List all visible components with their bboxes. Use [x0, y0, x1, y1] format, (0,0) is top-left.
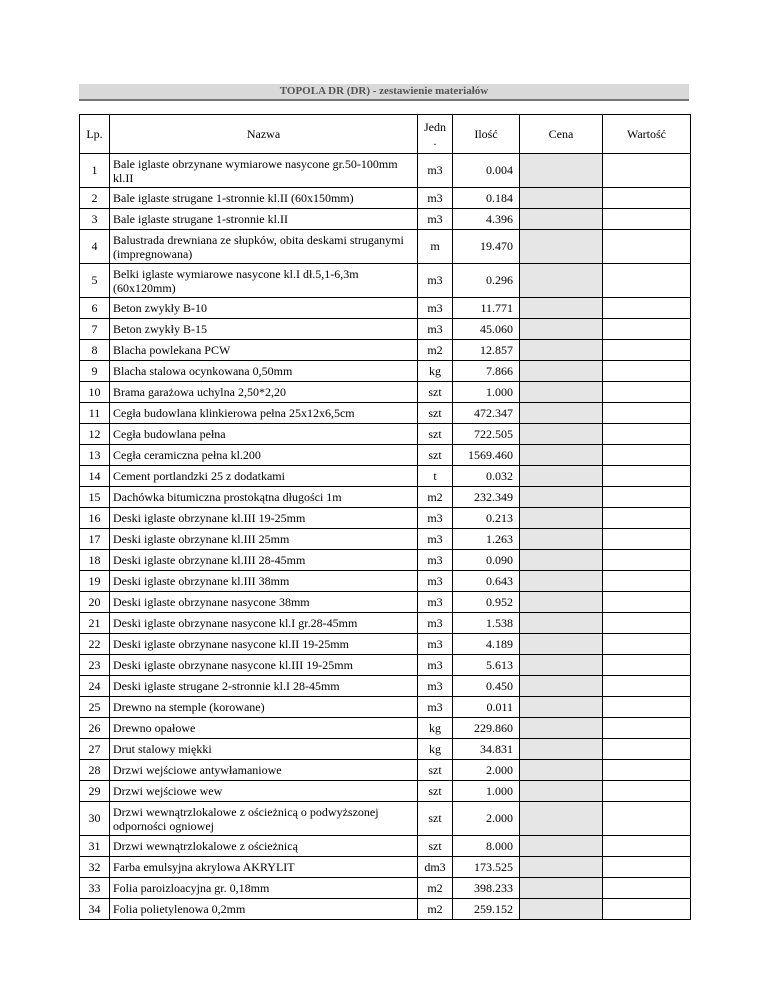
row-name: Beton zwykły B-10 — [110, 298, 418, 319]
row-lp: 19 — [80, 571, 110, 592]
row-unit: m3 — [418, 298, 453, 319]
table-row — [80, 209, 691, 230]
row-lp: 8 — [80, 340, 110, 361]
row-value — [603, 230, 691, 264]
col-price-header: Cena — [520, 115, 603, 154]
col-unit-header: Jedn . — [418, 115, 453, 154]
row-value — [603, 340, 691, 361]
row-qty: 8.000 — [453, 836, 520, 857]
table-row — [80, 802, 691, 836]
col-lp-header: Lp. — [80, 115, 110, 154]
row-value — [603, 154, 691, 188]
row-price — [520, 836, 603, 857]
row-lp: 29 — [80, 781, 110, 802]
row-value — [603, 188, 691, 209]
row-name: Bale iglaste strugane 1-stronnie kl.II — [110, 209, 418, 230]
row-lp: 28 — [80, 760, 110, 781]
row-qty: 45.060 — [453, 319, 520, 340]
row-qty: 0.450 — [453, 676, 520, 697]
row-lp: 5 — [80, 264, 110, 298]
col-qty-header: Ilość — [453, 115, 520, 154]
row-name: Bale iglaste obrzynane wymiarowe nasycone gr.50-100mm kl.II — [110, 154, 418, 188]
row-lp: 2 — [80, 188, 110, 209]
row-lp: 22 — [80, 634, 110, 655]
row-qty: 4.189 — [453, 634, 520, 655]
row-lp: 10 — [80, 382, 110, 403]
row-value — [603, 592, 691, 613]
row-unit: m3 — [418, 550, 453, 571]
row-name: Deski iglaste obrzynane nasycone 38mm — [110, 592, 418, 613]
row-value — [603, 613, 691, 634]
table-row — [80, 760, 691, 781]
row-unit: szt — [418, 403, 453, 424]
row-value — [603, 319, 691, 340]
row-unit: kg — [418, 739, 453, 760]
row-lp: 4 — [80, 230, 110, 264]
row-price — [520, 403, 603, 424]
table-row — [80, 508, 691, 529]
row-qty: 0.032 — [453, 466, 520, 487]
row-name: Blacha stalowa ocynkowana 0,50mm — [110, 361, 418, 382]
row-qty: 5.613 — [453, 655, 520, 676]
row-price — [520, 697, 603, 718]
table-row — [80, 697, 691, 718]
col-name-header: Nazwa — [110, 115, 418, 154]
row-value — [603, 655, 691, 676]
row-value — [603, 403, 691, 424]
row-price — [520, 802, 603, 836]
row-unit: m3 — [418, 188, 453, 209]
row-value — [603, 571, 691, 592]
row-price — [520, 188, 603, 209]
row-name: Blacha powlekana PCW — [110, 340, 418, 361]
row-name: Drewno opałowe — [110, 718, 418, 739]
row-lp: 32 — [80, 857, 110, 878]
row-price — [520, 760, 603, 781]
col-value-header: Wartość — [603, 115, 691, 154]
row-value — [603, 899, 691, 920]
row-price — [520, 298, 603, 319]
table-row — [80, 487, 691, 508]
row-lp: 6 — [80, 298, 110, 319]
row-lp: 30 — [80, 802, 110, 836]
row-price — [520, 613, 603, 634]
row-price — [520, 781, 603, 802]
row-qty: 0.296 — [453, 264, 520, 298]
row-qty: 11.771 — [453, 298, 520, 319]
row-unit: m3 — [418, 613, 453, 634]
row-unit: m2 — [418, 340, 453, 361]
row-price — [520, 445, 603, 466]
table-row — [80, 718, 691, 739]
table-row — [80, 361, 691, 382]
row-unit: kg — [418, 361, 453, 382]
row-unit: m3 — [418, 655, 453, 676]
row-name: Cegła budowlana pełna — [110, 424, 418, 445]
row-lp: 27 — [80, 739, 110, 760]
row-qty: 2.000 — [453, 802, 520, 836]
row-name: Folia polietylenowa 0,2mm — [110, 899, 418, 920]
table-row — [80, 634, 691, 655]
table-row — [80, 836, 691, 857]
row-price — [520, 655, 603, 676]
row-name: Deski iglaste obrzynane nasycone kl.I gr.28-45mm — [110, 613, 418, 634]
table-row — [80, 571, 691, 592]
row-value — [603, 466, 691, 487]
row-name: Drzwi wejściowe antywłamaniowe — [110, 760, 418, 781]
row-lp: 16 — [80, 508, 110, 529]
row-unit: szt — [418, 424, 453, 445]
row-name: Dachówka bitumiczna prostokątna długości 1m — [110, 487, 418, 508]
row-unit: m3 — [418, 592, 453, 613]
table-row — [80, 529, 691, 550]
row-lp: 9 — [80, 361, 110, 382]
row-qty: 0.643 — [453, 571, 520, 592]
row-name: Cegła budowlana klinkierowa pełna 25x12x6,5cm — [110, 403, 418, 424]
row-price — [520, 154, 603, 188]
table-row — [80, 878, 691, 899]
row-price — [520, 424, 603, 445]
row-price — [520, 508, 603, 529]
row-qty: 19.470 — [453, 230, 520, 264]
row-unit: szt — [418, 382, 453, 403]
table-body — [80, 154, 691, 920]
table-row — [80, 613, 691, 634]
row-qty: 0.952 — [453, 592, 520, 613]
table-row — [80, 466, 691, 487]
row-price — [520, 739, 603, 760]
row-qty: 12.857 — [453, 340, 520, 361]
row-qty: 472.347 — [453, 403, 520, 424]
row-value — [603, 739, 691, 760]
row-value — [603, 878, 691, 899]
table-row — [80, 550, 691, 571]
row-unit: m3 — [418, 154, 453, 188]
materials-table — [79, 114, 691, 920]
document-title: TOPOLA DR (DR) - zestawienie materiałów — [79, 84, 689, 101]
row-lp: 23 — [80, 655, 110, 676]
row-name: Cegła ceramiczna pełna kl.200 — [110, 445, 418, 466]
row-unit: m3 — [418, 319, 453, 340]
row-qty: 7.866 — [453, 361, 520, 382]
row-price — [520, 382, 603, 403]
row-qty: 1.000 — [453, 781, 520, 802]
row-value — [603, 424, 691, 445]
row-value — [603, 209, 691, 230]
row-price — [520, 571, 603, 592]
row-price — [520, 319, 603, 340]
row-lp: 31 — [80, 836, 110, 857]
row-qty: 229.860 — [453, 718, 520, 739]
row-qty: 0.213 — [453, 508, 520, 529]
row-qty: 232.349 — [453, 487, 520, 508]
row-name: Drzwi wewnątrzlokalowe z ościeżnicą o podwyższonej odporności ogniowej — [110, 802, 418, 836]
row-value — [603, 718, 691, 739]
row-unit: m2 — [418, 487, 453, 508]
row-lp: 20 — [80, 592, 110, 613]
row-unit: t — [418, 466, 453, 487]
row-value — [603, 445, 691, 466]
row-price — [520, 529, 603, 550]
row-name: Folia paroizloacyjna gr. 0,18mm — [110, 878, 418, 899]
table-row — [80, 264, 691, 298]
row-qty: 0.004 — [453, 154, 520, 188]
table-row — [80, 445, 691, 466]
table-row — [80, 739, 691, 760]
row-unit: szt — [418, 781, 453, 802]
table-row — [80, 899, 691, 920]
row-price — [520, 230, 603, 264]
row-value — [603, 697, 691, 718]
table-row — [80, 781, 691, 802]
row-lp: 14 — [80, 466, 110, 487]
table-row — [80, 319, 691, 340]
row-qty: 0.090 — [453, 550, 520, 571]
row-qty: 1.000 — [453, 382, 520, 403]
row-unit: szt — [418, 445, 453, 466]
row-qty: 1.263 — [453, 529, 520, 550]
row-lp: 18 — [80, 550, 110, 571]
table-row — [80, 230, 691, 264]
row-unit: m3 — [418, 264, 453, 298]
row-unit: m3 — [418, 676, 453, 697]
row-unit: szt — [418, 760, 453, 781]
row-name: Cement portlandzki 25 z dodatkami — [110, 466, 418, 487]
row-name: Farba emulsyjna akrylowa AKRYLIT — [110, 857, 418, 878]
table-row — [80, 382, 691, 403]
row-qty: 722.505 — [453, 424, 520, 445]
row-value — [603, 264, 691, 298]
row-name: Deski iglaste obrzynane nasycone kl.III 19-25mm — [110, 655, 418, 676]
row-value — [603, 760, 691, 781]
row-value — [603, 487, 691, 508]
row-unit: m — [418, 230, 453, 264]
row-price — [520, 466, 603, 487]
row-qty: 4.396 — [453, 209, 520, 230]
row-value — [603, 676, 691, 697]
row-qty: 0.011 — [453, 697, 520, 718]
row-lp: 33 — [80, 878, 110, 899]
row-unit: szt — [418, 836, 453, 857]
header-row — [80, 115, 691, 154]
row-qty: 0.184 — [453, 188, 520, 209]
row-price — [520, 634, 603, 655]
row-qty: 173.525 — [453, 857, 520, 878]
row-name: Drzwi wewnątrzlokalowe z ościeżnicą — [110, 836, 418, 857]
row-qty: 1.538 — [453, 613, 520, 634]
row-lp: 7 — [80, 319, 110, 340]
row-lp: 24 — [80, 676, 110, 697]
row-lp: 15 — [80, 487, 110, 508]
row-qty: 1569.460 — [453, 445, 520, 466]
row-lp: 13 — [80, 445, 110, 466]
table-row — [80, 424, 691, 445]
row-unit: m3 — [418, 697, 453, 718]
row-name: Deski iglaste obrzynane kl.III 25mm — [110, 529, 418, 550]
table-row — [80, 676, 691, 697]
row-unit: m3 — [418, 209, 453, 230]
row-name: Deski iglaste obrzynane kl.III 19-25mm — [110, 508, 418, 529]
row-unit: m3 — [418, 634, 453, 655]
row-price — [520, 676, 603, 697]
row-value — [603, 508, 691, 529]
row-value — [603, 781, 691, 802]
row-value — [603, 361, 691, 382]
row-lp: 26 — [80, 718, 110, 739]
row-name: Deski iglaste obrzynane kl.III 28-45mm — [110, 550, 418, 571]
row-price — [520, 550, 603, 571]
table-row — [80, 298, 691, 319]
row-name: Belki iglaste wymiarowe nasycone kl.I dł.5,1-6,3m (60x120mm) — [110, 264, 418, 298]
row-lp: 21 — [80, 613, 110, 634]
row-value — [603, 529, 691, 550]
table-row — [80, 592, 691, 613]
row-lp: 25 — [80, 697, 110, 718]
row-lp: 11 — [80, 403, 110, 424]
row-price — [520, 718, 603, 739]
row-name: Drewno na stemple (korowane) — [110, 697, 418, 718]
row-name: Bale iglaste strugane 1-stronnie kl.II (60x150mm) — [110, 188, 418, 209]
row-name: Brama garażowa uchylna 2,50*2,20 — [110, 382, 418, 403]
row-lp: 1 — [80, 154, 110, 188]
row-price — [520, 209, 603, 230]
row-value — [603, 836, 691, 857]
row-value — [603, 550, 691, 571]
row-lp: 12 — [80, 424, 110, 445]
row-value — [603, 382, 691, 403]
row-price — [520, 264, 603, 298]
row-value — [603, 857, 691, 878]
table-row — [80, 340, 691, 361]
row-name: Beton zwykły B-15 — [110, 319, 418, 340]
row-lp: 3 — [80, 209, 110, 230]
row-unit: m2 — [418, 899, 453, 920]
row-unit: m3 — [418, 529, 453, 550]
row-name: Deski iglaste strugane 2-stronnie kl.I 28-45mm — [110, 676, 418, 697]
row-unit: m3 — [418, 508, 453, 529]
row-unit: m3 — [418, 571, 453, 592]
row-lp: 17 — [80, 529, 110, 550]
row-qty: 34.831 — [453, 739, 520, 760]
row-value — [603, 802, 691, 836]
row-price — [520, 878, 603, 899]
row-unit: m2 — [418, 878, 453, 899]
row-value — [603, 634, 691, 655]
row-price — [520, 857, 603, 878]
row-value — [603, 298, 691, 319]
table-row — [80, 403, 691, 424]
row-qty: 398.233 — [453, 878, 520, 899]
row-name: Drut stalowy miękki — [110, 739, 418, 760]
table-row — [80, 857, 691, 878]
row-unit: dm3 — [418, 857, 453, 878]
row-price — [520, 361, 603, 382]
row-name: Deski iglaste obrzynane kl.III 38mm — [110, 571, 418, 592]
row-price — [520, 899, 603, 920]
row-price — [520, 340, 603, 361]
row-qty: 259.152 — [453, 899, 520, 920]
row-price — [520, 592, 603, 613]
row-lp: 34 — [80, 899, 110, 920]
row-price — [520, 487, 603, 508]
row-name: Balustrada drewniana ze słupków, obita deskami struganymi (impregnowana) — [110, 230, 418, 264]
table-row — [80, 188, 691, 209]
row-name: Deski iglaste obrzynane nasycone kl.II 19-25mm — [110, 634, 418, 655]
row-qty: 2.000 — [453, 760, 520, 781]
row-name: Drzwi wejściowe wew — [110, 781, 418, 802]
table-row — [80, 655, 691, 676]
row-unit: szt — [418, 802, 453, 836]
table-row — [80, 154, 691, 188]
row-unit: kg — [418, 718, 453, 739]
